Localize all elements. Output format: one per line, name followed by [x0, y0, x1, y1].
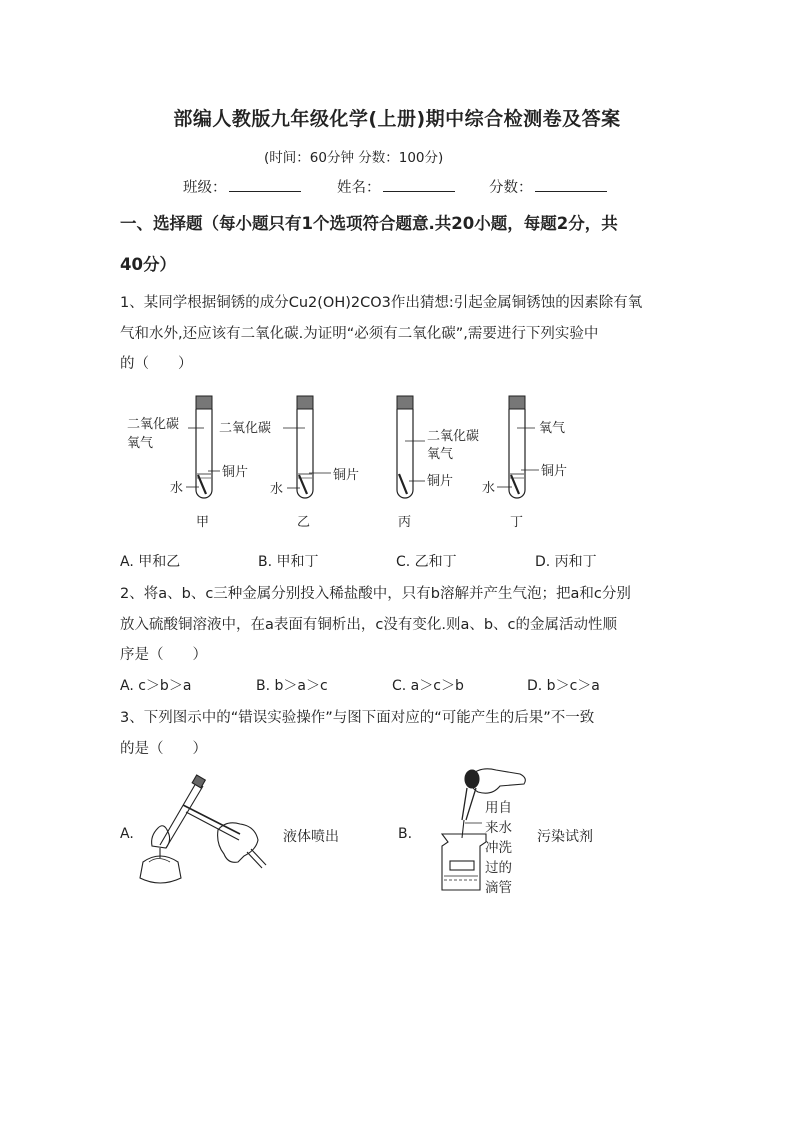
- tube-ding-water-label: 水: [482, 481, 496, 496]
- tube-jia-water-label: 水: [170, 481, 184, 496]
- tube-yi-name: 乙: [297, 515, 311, 530]
- page-title: 部编人教版九年级化学(上册)期中综合检测卷及答案: [173, 108, 621, 130]
- tube-jia-name: 甲: [196, 515, 210, 530]
- q1-option-a[interactable]: A. 甲和乙: [120, 554, 181, 570]
- q3-option-b-result: 污染试剂: [537, 829, 593, 845]
- tube-bing-name: 丙: [398, 515, 412, 530]
- class-label: 班级：: [183, 180, 227, 196]
- q2-option-a[interactable]: A. c＞b＞a: [120, 678, 192, 694]
- q2-option-d[interactable]: D. b＞c＞a: [527, 678, 600, 694]
- tube-yi-copper-label: 铜片: [333, 468, 360, 483]
- tube-jia-gas-label-o2: 氧气: [127, 436, 154, 451]
- q1-text-line2: 气和水外,还应该有二氧化碳.为证明“必须有二氧化碳”,需要进行下列实验中: [120, 326, 599, 342]
- dropper-note-line3: 冲洗: [485, 840, 512, 856]
- tube-ding-copper-label: 铜片: [541, 464, 568, 479]
- q1-option-b[interactable]: B. 甲和丁: [258, 554, 319, 570]
- tube-ding-gas-label: 氧气: [539, 421, 566, 436]
- section-heading-line2: 40分）: [120, 255, 176, 274]
- tube-yi-gas-label: 二氧化碳: [219, 421, 272, 436]
- q1-text-line3: 的（ ）: [120, 356, 193, 372]
- section-heading-line1: 一、选择题（每小题只有1个选项符合题意.共20小题，每题2分，共: [120, 214, 618, 233]
- q3-option-a-result: 液体喷出: [283, 829, 339, 845]
- q1-text-line1: 1、某同学根据铜锈的成分Cu2(OH)2CO3作出猜想:引起金属铜锈蚀的因素除有氧: [120, 295, 643, 311]
- dropper-note-line4: 过的: [485, 860, 512, 876]
- q3-text-line1: 3、下列图示中的“错误实验操作”与图下面对应的“可能产生的后果”不一致: [120, 710, 595, 726]
- q2-option-b[interactable]: B. b＞a＞c: [256, 678, 328, 694]
- score-label: 分数：: [489, 180, 533, 196]
- q3-text-line2: 的是（ ）: [120, 741, 207, 757]
- tube-ding-name: 丁: [510, 515, 524, 530]
- dropper-bottle-illustration: [442, 769, 525, 890]
- tube-bing-gas-label-co2: 二氧化碳: [427, 429, 480, 444]
- q1-option-c[interactable]: C. 乙和丁: [396, 554, 457, 570]
- tube-bing-gas-label-o2: 氧气: [427, 447, 454, 462]
- tube-jia-gas-label-co2: 二氧化碳: [127, 417, 180, 432]
- q2-text-line2: 放入硫酸铜溶液中，在a表面有铜析出，c没有变化.则a、b、c的金属活动性顺: [120, 617, 618, 633]
- q1-option-d[interactable]: D. 丙和丁: [535, 554, 597, 570]
- dropper-note-line1: 用自: [485, 800, 512, 816]
- q2-option-c[interactable]: C. a＞c＞b: [392, 678, 464, 694]
- tube-jia-copper-label: 铜片: [222, 465, 249, 480]
- dropper-note-line5: 滴管: [485, 880, 512, 896]
- tube-bing-copper-label: 铜片: [427, 474, 454, 489]
- q2-text-line1: 2、将a、b、c三种金属分别投入稀盐酸中，只有b溶解并产生气泡；把a和c分别: [120, 586, 631, 602]
- exam-time-score: (时间：60分钟 分数：100分): [264, 150, 444, 166]
- tube-yi-water-label: 水: [270, 482, 284, 497]
- heating-tube-illustration: [140, 775, 266, 883]
- q3-option-b-label[interactable]: B.: [398, 826, 413, 842]
- q2-text-line3: 序是（ ）: [120, 647, 207, 663]
- dropper-note-line2: 来水: [485, 820, 512, 836]
- name-label: 姓名：: [337, 180, 381, 196]
- q3-option-a-label[interactable]: A.: [120, 826, 134, 842]
